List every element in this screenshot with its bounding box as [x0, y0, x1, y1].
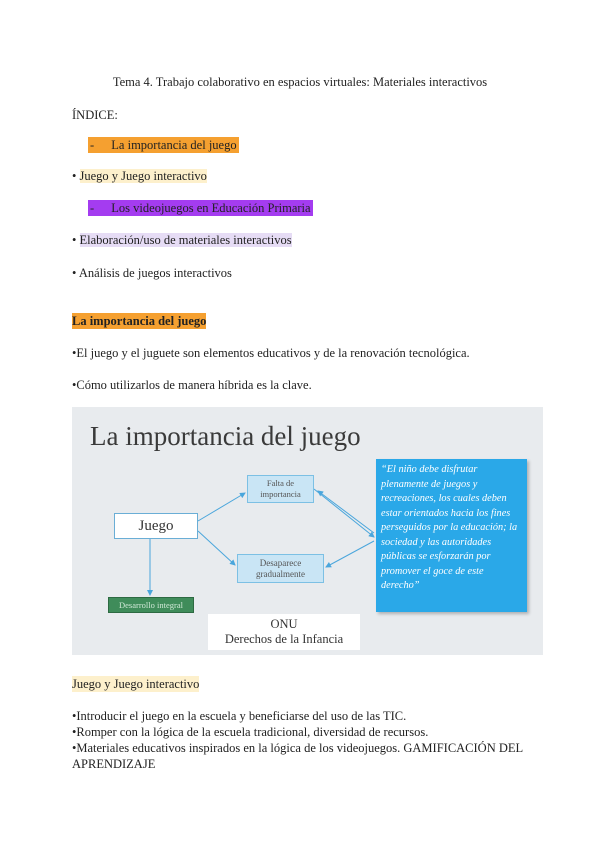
- indice-item-1-text: La importancia del juego: [111, 138, 237, 152]
- slide-image: [72, 407, 543, 655]
- falta-importancia-box: [247, 475, 314, 503]
- indice-item-2-marker: •: [72, 169, 77, 183]
- onu-box: [208, 614, 360, 650]
- indice-item-1-marker: -: [90, 138, 95, 152]
- indice-item-2: [72, 168, 207, 184]
- indice-item-4-text: Elaboración/uso de materiales interactivos: [79, 233, 292, 247]
- onu-line-2: Derechos de la Infancia: [224, 632, 344, 646]
- indice-item-3-marker: -: [90, 201, 95, 215]
- falta-line-2: importancia: [260, 489, 301, 499]
- section2-heading: Juego y Juego interactivo: [72, 677, 200, 691]
- desaparece-box: [237, 554, 324, 583]
- onu-line-1: ONU: [270, 617, 298, 631]
- document-title: Tema 4. Trabajo colaborativo en espacios virtuales: Materiales interactivos: [112, 75, 488, 89]
- indice-item-4: [72, 232, 292, 248]
- slide-title: La importancia del juego: [90, 421, 361, 451]
- section2-bullet-2: •Romper con la lógica de la escuela tradicional, diversidad de recursos.: [72, 725, 429, 739]
- indice-item-1: [88, 137, 239, 153]
- indice-item-2-text: Juego y Juego interactivo: [79, 169, 207, 183]
- indice-item-3-text: Los videojuegos en Educación Primaria: [111, 201, 311, 215]
- desarrollo-box: Desarrollo integral: [108, 597, 194, 613]
- section1-heading: La importancia del juego: [72, 314, 207, 328]
- falta-line-1: Falta de: [266, 478, 295, 488]
- indice-item-5-marker: •: [72, 266, 77, 280]
- section1-bullet-2: •Cómo utilizarlos de manera híbrida es la clave.: [72, 378, 312, 392]
- indice-item-5-text: Análisis de juegos interactivos: [78, 266, 232, 280]
- juego-box: Juego: [114, 513, 198, 539]
- quote-box: “El niño debe disfrutar plenamente de juegos y recreaciones, los cuales deben estar orientados hacia los fines perseguidos por la educación; la sociedad y las autoridades públicas se esforzarán por promover el goce de este derecho”: [376, 459, 527, 612]
- indice-item-3: [88, 200, 313, 216]
- indice-label: ÍNDICE:: [72, 108, 118, 122]
- desap-line-2: gradualmente: [256, 569, 305, 579]
- section2-bullet-3-cont: APRENDIZAJE: [72, 757, 156, 771]
- section1-bullet-1: •El juego y el juguete son elementos educativos y de la renovación tecnológica.: [72, 346, 470, 360]
- desap-line-1: Desaparece: [259, 558, 302, 568]
- indice-item-5: [72, 265, 232, 281]
- indice-item-4-marker: •: [72, 233, 77, 247]
- section2-bullet-3: •Materiales educativos inspirados en la lógica de los videojuegos. GAMIFICACIÓN DEL: [72, 741, 524, 755]
- section2-bullet-1: •Introducir el juego en la escuela y beneficiarse del uso de las TIC.: [72, 709, 407, 723]
